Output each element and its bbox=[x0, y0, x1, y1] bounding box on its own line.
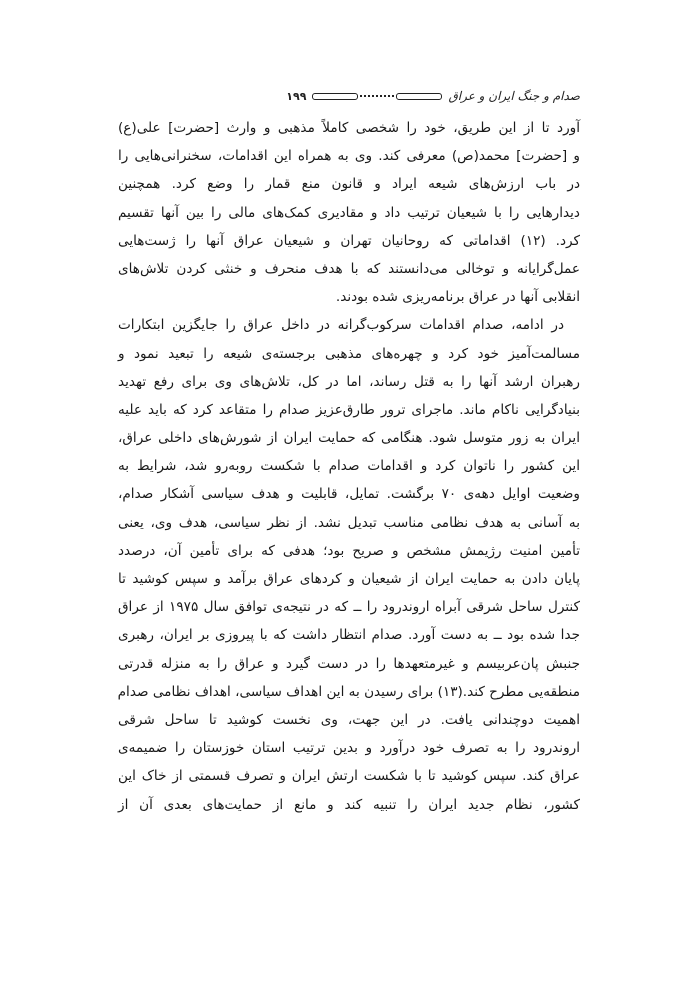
text-line: اروندرود را به تصرف خود درآورد و بدین ترتیب استان خوزستان را ضمیمه‌ی bbox=[118, 740, 580, 757]
running-head-title: صدام و جنگ ایران و عراق bbox=[448, 89, 580, 103]
text-line: رهبران ارشد آنها را به قتل رساند، اما در کل، تلاش‌های وی برای رفع تهدید bbox=[118, 373, 580, 390]
text-line: آورد تا از این طریق، خود را شخصی کاملاً مذهبی و وارث [حضرت] علی(ع) bbox=[118, 120, 580, 136]
decorative-rule bbox=[312, 93, 442, 100]
text-line: اهمیت دوچندانی یافت. در این جهت، وی نخست کوشید تا ساحل شرقی bbox=[118, 711, 580, 728]
text-line: عراق کند. سپس کوشید تا با شکست ارتش ایران و تصرف قسمتی از خاک این bbox=[118, 768, 580, 785]
running-head bbox=[120, 86, 580, 106]
paragraph-1 bbox=[118, 114, 580, 311]
text-line: تأمین امنیت رژیمش مشخص و صریح بود؛ هدفی که برای تأمین آن، درصدد bbox=[118, 542, 580, 559]
text-line: ایران به زور متوسل شود. هنگامی که حمایت ایران از شورش‌های داخلی عراق، bbox=[118, 430, 580, 447]
text-line: کرد. (۱۲) اقداماتی که روحانیان تهران و شیعیان عراق آنها را ژست‌هایی bbox=[118, 232, 580, 249]
text-line: مسالمت‌آمیز خود کرد و چهره‌های مذهبی برجسته‌ی شیعه را تبعید نمود و bbox=[118, 345, 580, 362]
rule-dotted-segment bbox=[360, 95, 394, 97]
text-line: در باب ارزش‌های شیعه ایراد و قانون منع قمار را وضع کرد. همچنین bbox=[118, 176, 580, 193]
text-line: در ادامه، صدام اقدامات سرکوب‌گرانه در داخل عراق را جایگزین ابتکارات bbox=[118, 317, 564, 334]
text-line: وضعیت اوایل دهه‌ی ۷۰ برگشت. تمایل، قابلیت و هدف سیاسی آشکار صدام، bbox=[118, 486, 580, 503]
rule-outline-segment bbox=[396, 93, 442, 100]
text-line: پایان دادن به حمایت ایران از شیعیان و کردهای عراق برآمد و سپس کوشید تا bbox=[118, 571, 580, 587]
rule-outline-segment bbox=[312, 93, 358, 100]
text-line: به آسانی به هدف نظامی مناسب تبدیل نشد. از نظر سیاسی، هدف وی، یعنی bbox=[118, 514, 580, 531]
text-line: این کشور را ناتوان کرد و اقدامات صدام با شکست روبه‌رو شد، شرایط به bbox=[118, 458, 580, 475]
text-line: کشور، نظام جدید ایران را تنبیه کند و مانع از حمایت‌های بعدی آن از bbox=[118, 796, 580, 813]
page-number: ۱۹۹ bbox=[286, 89, 307, 103]
body-text bbox=[118, 114, 580, 819]
text-line: دیدارهایی را با شیعیان ترتیب داد و مقادیری کمک‌های مالی را بین آنها تقسیم bbox=[118, 204, 580, 221]
text-line: کنترل ساحل شرقی آبراه اروندرود را ــ که در نتیجه‌ی توافق سال ۱۹۷۵ از عراق bbox=[118, 599, 580, 616]
text-line: انقلابی آنها در عراق برنامه‌ریزی شده بودند. bbox=[335, 289, 580, 306]
paragraph-2 bbox=[118, 311, 580, 818]
text-line: جدا شده بود ــ به دست آورد. صدام انتظار داشت که با پیروزی بر ایران، رهبری bbox=[118, 627, 580, 644]
text-line: منطقه‌یی مطرح کند.(۱۳) برای رسیدن به این اهداف سیاسی، اهداف نظامی صدام bbox=[117, 683, 580, 700]
text-line: عمل‌گرایانه و توخالی می‌دانستند که با هدف منحرف و خنثی کردن تلاش‌های bbox=[118, 260, 580, 277]
text-line: جنبش پان‌عربیسم و غیرمتعهدها را در دست گیرد و عراق را به منزله قدرتی bbox=[118, 655, 580, 672]
text-line: بنیادگرایی ناکام ماند. ماجرای ترور طارق‌عزیز صدام را متقاعد کرد که باید علیه bbox=[118, 401, 580, 418]
text-line: و [حضرت] محمد(ص) معرفی کند. وی به همراه این اقدامات، سخنرانی‌هایی را bbox=[118, 148, 580, 165]
